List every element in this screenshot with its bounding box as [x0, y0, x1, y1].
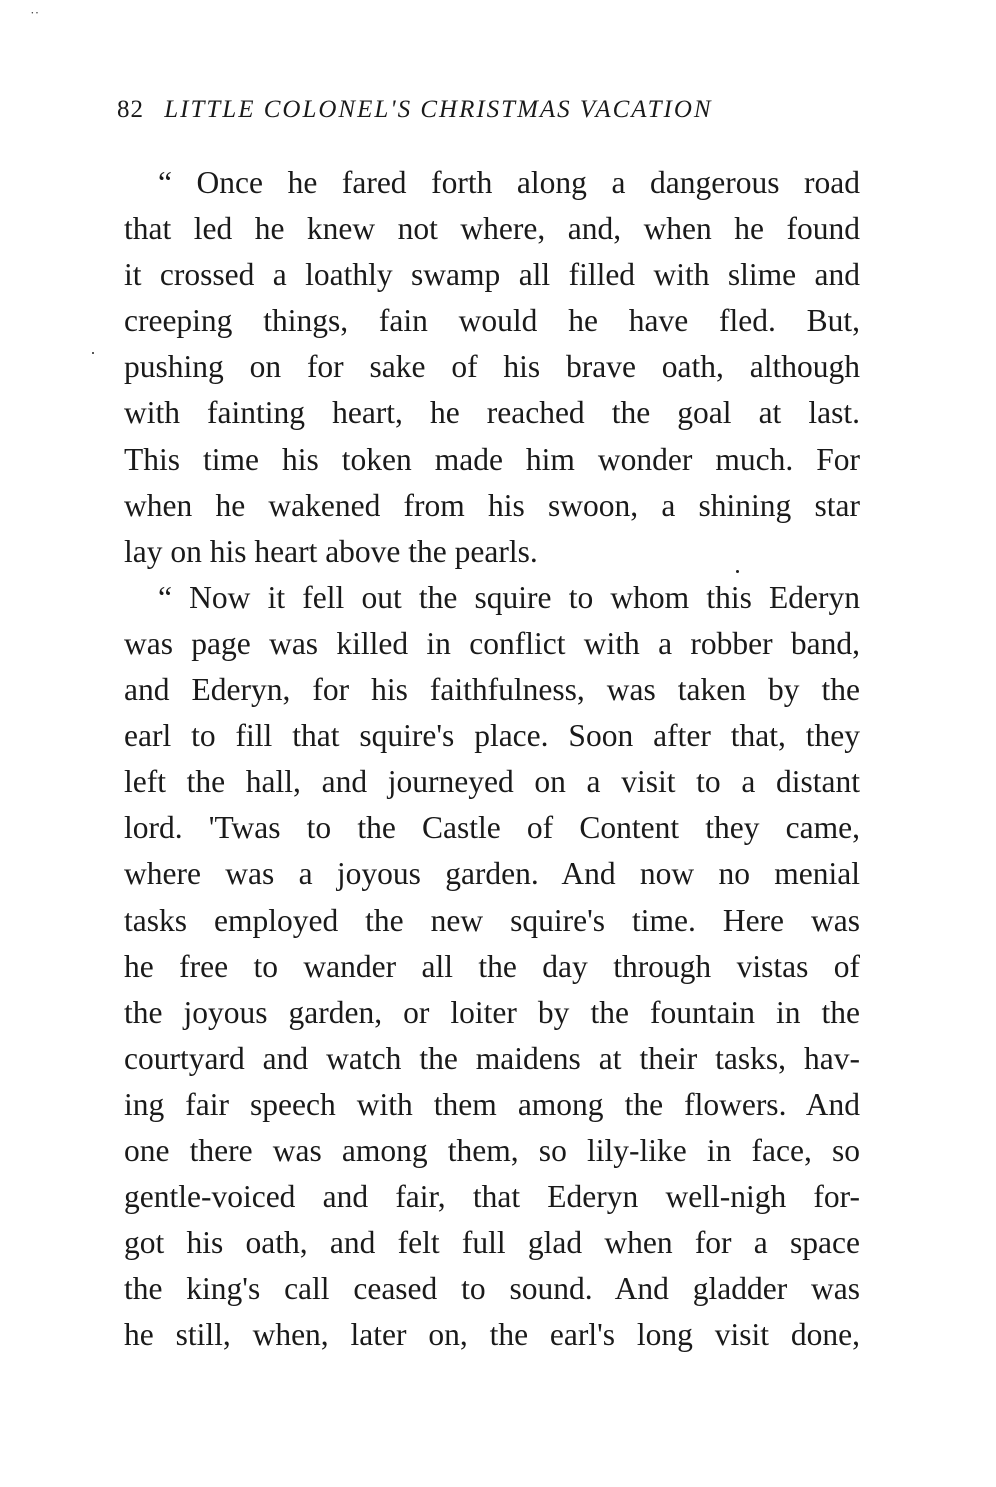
- print-speck: [92, 352, 94, 354]
- text-line: “ Once he fared forth along a dangerous road: [158, 165, 860, 200]
- text-line: courtyard and watch the maidens at their tasks, hav-: [124, 1040, 860, 1076]
- text-line: pushing on for sake of his brave oath, although: [124, 349, 860, 385]
- body-text: [124, 160, 860, 1358]
- text-line: he free to wander all the day through vistas of: [124, 948, 860, 984]
- paragraph-2: [124, 575, 860, 1359]
- text-line: ing fair speech with them among the flowers. And: [124, 1086, 860, 1122]
- text-line: left the hall, and journeyed on a visit to a distant: [124, 764, 860, 800]
- text-line: the joyous garden, or loiter by the fountain in the: [124, 994, 860, 1030]
- text-line: tasks employed the new squire's time. Here was: [124, 902, 860, 938]
- running-title: LITTLE COLONEL'S CHRISTMAS VACATION: [164, 96, 713, 123]
- text-line: the king's call ceased to sound. And gladder was: [124, 1271, 860, 1307]
- text-line: gentle-voiced and fair, that Ederyn well-nigh for-: [124, 1179, 860, 1215]
- text-line: earl to fill that squire's place. Soon after that, they: [124, 718, 860, 754]
- scan-mark: ˙˙: [30, 10, 40, 25]
- text-line: lay on his heart above the pearls.: [124, 533, 538, 569]
- text-line: when he wakened from his swoon, a shining star: [124, 487, 860, 523]
- text-line: got his oath, and felt full glad when for a space: [124, 1225, 860, 1261]
- print-speck: [736, 570, 739, 573]
- text-line: was page was killed in conflict with a robber band,: [124, 625, 860, 661]
- text-line: with fainting heart, he reached the goal at last.: [124, 395, 860, 431]
- text-line: he still, when, later on, the earl's long visit done,: [124, 1317, 860, 1353]
- text-line: creeping things, fain would he have fled. But,: [124, 303, 860, 339]
- text-line: it crossed a loathly swamp all filled with slime and: [124, 257, 860, 293]
- text-line: “ Now it fell out the squire to whom this Ederyn: [158, 579, 860, 615]
- text-line: This time his token made him wonder much. For: [124, 441, 860, 477]
- text-line: one there was among them, so lily-like in face, so: [124, 1132, 860, 1168]
- running-head: [117, 96, 877, 136]
- text-line: where was a joyous garden. And now no menial: [124, 856, 860, 892]
- text-line: and Ederyn, for his faithfulness, was taken by the: [124, 672, 860, 708]
- page-number: 82: [117, 96, 144, 123]
- paragraph-1: [124, 160, 860, 575]
- text-line: lord. 'Twas to the Castle of Content they came,: [124, 810, 860, 846]
- text-line: that led he knew not where, and, when he found: [124, 211, 860, 247]
